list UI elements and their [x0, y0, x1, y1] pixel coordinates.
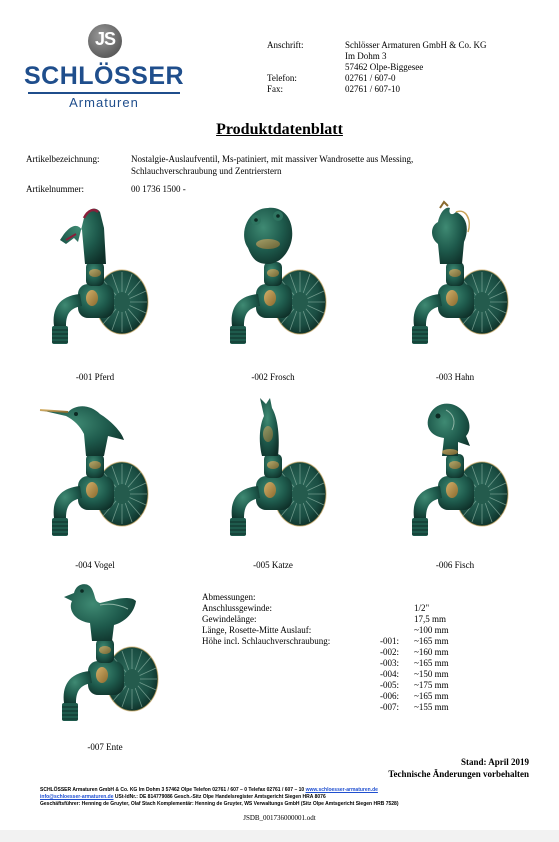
dim-code: -001:	[380, 636, 399, 646]
address-value: Im Dohm 3	[345, 51, 387, 61]
footer-text: USt-IdNr.: DE 814779086 Gesch.-Sitz Olpe Handelsregister Amtsgericht Siegen HRA 8076	[113, 794, 326, 800]
dim-code: -006:	[380, 691, 399, 701]
article-desc	[131, 153, 541, 177]
variant-photo-duck	[40, 575, 170, 735]
company-logo	[24, 22, 184, 114]
article-desc-label: Artikelbezeichnung:	[26, 154, 100, 164]
dim-value: 17,5 mm	[414, 614, 447, 624]
article-desc-line: Nostalgie-Auslaufventil, Ms-patiniert, mit massiver Wandrosette aus Messing,	[131, 154, 414, 164]
variant-photo-cat	[208, 390, 338, 550]
logo-mark-icon: JS	[88, 24, 122, 58]
logo-rule	[28, 92, 180, 94]
dim-label: Gewindelänge:	[202, 614, 257, 624]
variant-photo-frog	[208, 198, 338, 358]
dim-value: ~160 mm	[414, 647, 449, 657]
footer-line	[40, 787, 378, 794]
variant-photo-rooster	[390, 198, 520, 358]
stand-date: Stand: April 2019	[460, 757, 529, 767]
website-link[interactable]: www.schloesser-armaturen.de	[305, 787, 378, 793]
dim-label: Länge, Rosette-Mitte Auslauf:	[202, 625, 312, 635]
dim-label: Anschlussgewinde:	[202, 603, 272, 613]
address-label: Fax:	[267, 84, 284, 94]
variant-caption: -005 Katze	[253, 560, 293, 570]
dim-value: ~175 mm	[414, 680, 449, 690]
email-link[interactable]: info@schloesser-armaturen.de	[40, 794, 114, 800]
dim-value: ~165 mm	[414, 636, 449, 646]
page-title: Produktdatenblatt	[216, 121, 343, 138]
dim-value: ~165 mm	[414, 691, 449, 701]
address-label: Telefon:	[267, 73, 297, 83]
variant-caption: -007 Ente	[87, 742, 123, 752]
dim-code: -004:	[380, 669, 399, 679]
address-value: 02761 / 607-0	[345, 73, 396, 83]
stand-notice: Technische Änderungen vorbehalten	[388, 769, 529, 779]
dim-value: ~150 mm	[414, 669, 449, 679]
address-value: Schlösser Armaturen GmbH & Co. KG	[345, 40, 487, 50]
logo-brand: SCHLÖSSER	[24, 62, 185, 90]
dim-value: ~155 mm	[414, 702, 449, 712]
address-value: 02761 / 607-10	[345, 84, 400, 94]
dimensions-heading: Abmessungen:	[202, 592, 256, 602]
page-bottom-bar	[0, 830, 559, 842]
footer-line: Geschäftsführer: Henning de Gruyter, Olaf Stach Komplementär: Henning de Gruyter, WS Verwaltungs GmbH (Sitz Olpe Amtsgericht Siegen HRB 7528)	[40, 801, 399, 807]
dim-code: -003:	[380, 658, 399, 668]
dim-label: Höhe incl. Schlauchverschraubung:	[202, 636, 331, 646]
variant-photo-fish	[390, 390, 520, 550]
dim-value: ~165 mm	[414, 658, 449, 668]
variant-caption: -001 Pferd	[75, 372, 115, 382]
variant-caption: -006 Fisch	[435, 560, 475, 570]
variant-photo-bird	[30, 390, 160, 550]
dim-value: 1/2"	[414, 603, 430, 613]
article-number: 00 1736 1500 -	[131, 184, 186, 194]
footer-line	[40, 794, 326, 801]
footer-text: SCHLÖSSER Armaturen GmbH & Co. KG Im Dohm 3 57462 Olpe Telefon 02761 / 607 – 0 Telefax 02761 / 607 – 10	[40, 787, 306, 793]
dim-value: ~100 mm	[414, 625, 449, 635]
variant-caption: -004 Vogel	[75, 560, 115, 570]
article-desc-line: Schlauchverschraubung und Zentrierstern	[131, 166, 282, 176]
article-number-label: Artikelnummer:	[26, 184, 84, 194]
address-label: Anschrift:	[267, 40, 304, 50]
document-filename: JSDB_001736000001.odt	[243, 814, 316, 822]
dim-code: -002:	[380, 647, 399, 657]
variant-caption: -003 Hahn	[435, 372, 475, 382]
variant-photo-horse	[30, 198, 160, 358]
address-block	[267, 40, 537, 95]
logo-subtitle: Armaturen	[69, 95, 139, 110]
dim-code: -005:	[380, 680, 399, 690]
variant-caption: -002 Frosch	[251, 372, 295, 382]
address-value: 57462 Olpe-Biggesee	[345, 62, 424, 72]
dim-code: -007:	[380, 702, 399, 712]
